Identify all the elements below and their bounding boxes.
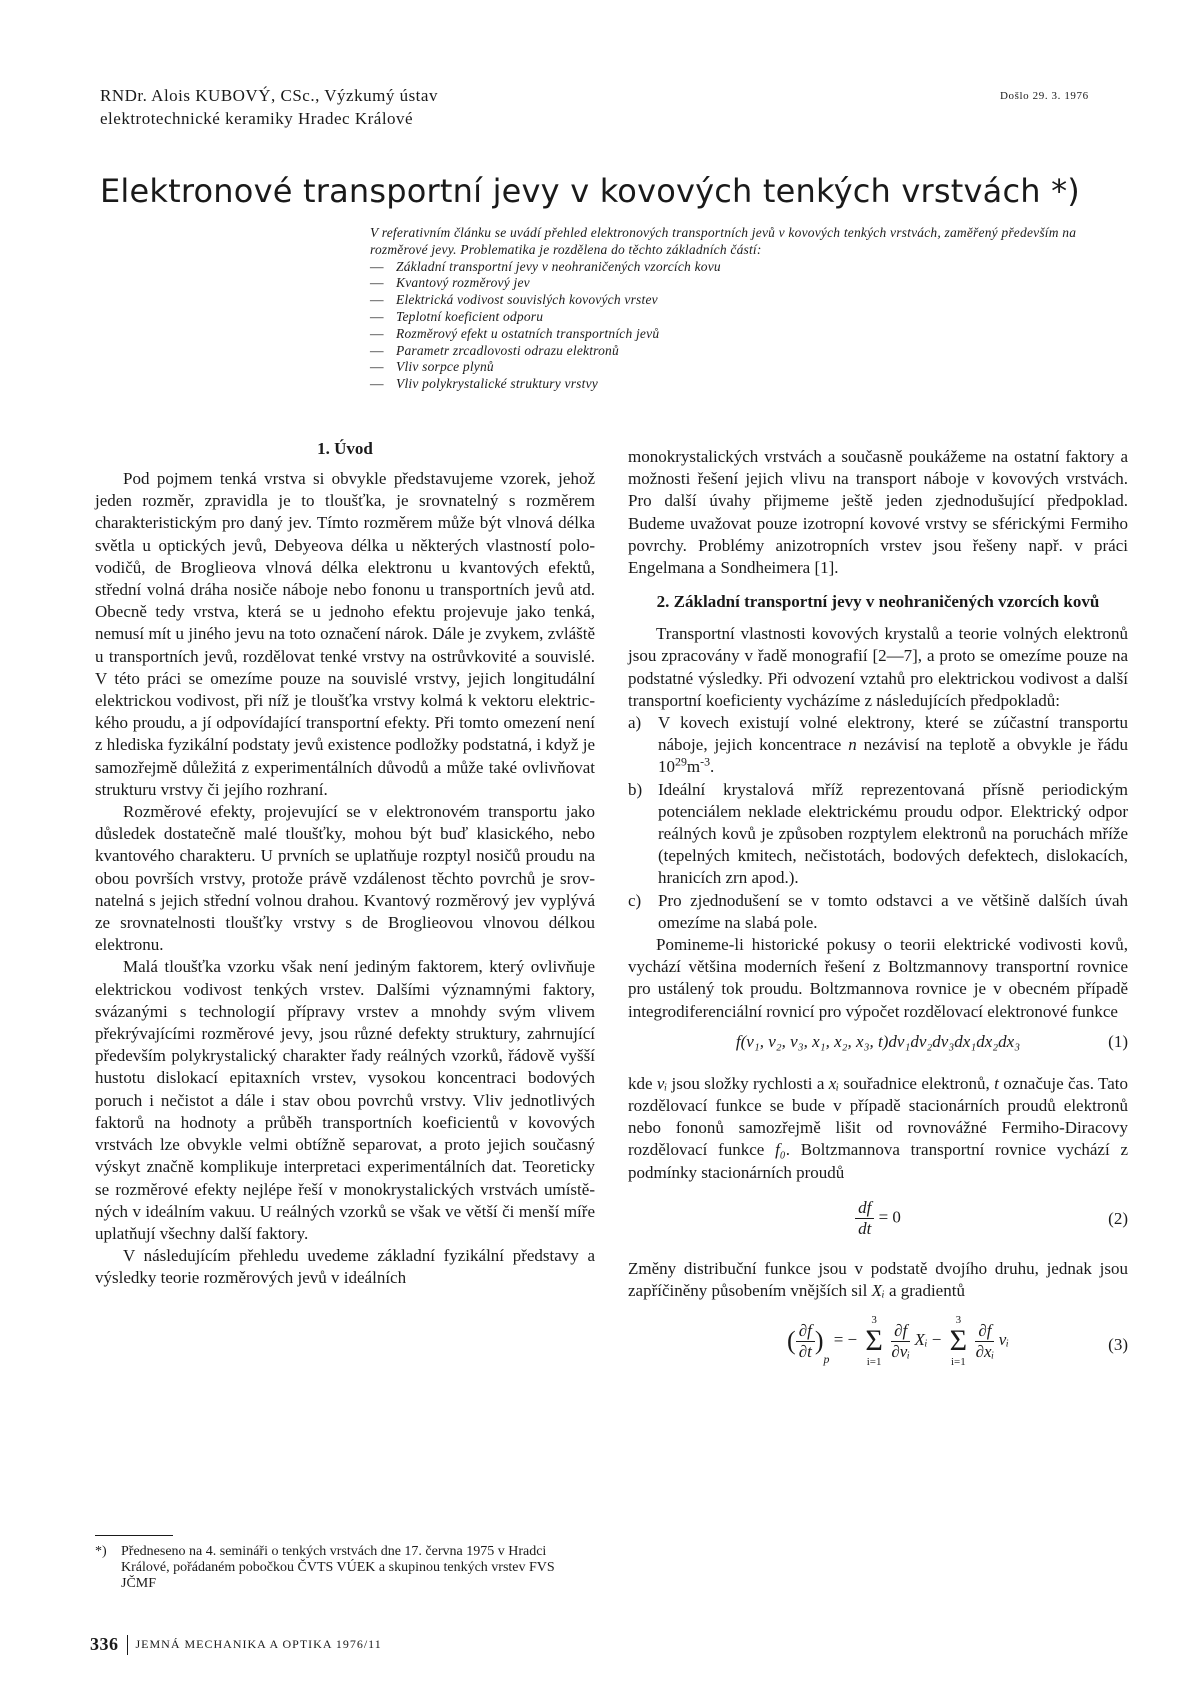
abstract-dash: — (370, 258, 384, 274)
page-number: 336 (90, 1634, 119, 1654)
summation-symbol: 3 Σ i=1 (865, 1314, 883, 1369)
abstract-item: — Základní transportní jevy v neohraničených vzorcích kovu (370, 258, 721, 274)
section-heading-basic-transport: 2. Základní transportní jevy v neohraničených vzorcích kovů (656, 592, 1100, 612)
paragraph: kde vᵢ jsou složky rychlosti a xᵢ souřadnice elektronů, t označuje čas. Tato rozdělovací funkce se bude v případě stacionárních proudů elektronů nebo fononů samozřejmě lišit od rovnovážné Fermiho-Diracovy rozdělovací funkce f₀. Boltzmannova transportní rovnice vychází z podmínky stacionárních proudů (628, 1073, 1128, 1182)
abstract-dash: — (370, 308, 384, 324)
abstract-item: — Vliv sorpce plynů (370, 359, 494, 375)
footer-divider (127, 1635, 128, 1655)
paragraph: Pomineme-li historické pokusy o teorii elektrické vodivosti kovů, vychází většina moderních řešení z Boltzmannovy transportní rovnice pro ustálený tok proudu. Boltzmannova rovnice je v obecném případě integrodiferenciální rovnicí pro výpočet rozdělovací elektronové funkce (628, 935, 1128, 1021)
received-date: Došlo 29. 3. 1976 (1000, 90, 1089, 102)
abstract-item: — Elektrická vodivost souvislých kovových vrstev (370, 292, 658, 308)
abstract-dash: — (370, 275, 384, 291)
paragraph: monokrystalických vrstvách a současně poukážeme na ostatní faktory a možnosti řešení jejich vlivu na transport náboje v kovových vrstvách. Pro další úvahy přijmeme ještě jeden zjednodušující předpoklad. Budeme uvažovat pouze izotropní kovové vrstvy se sférickými Fermiho povrchy. Problémy anizotropních vrstev jsou řešeny např. v práci Engelmana a Sondheimera [1]. (628, 447, 1128, 578)
equation-1-expression: f(v₁, v₂, v₃, x₁, x₂, x₃, t)dv₁dv₂dv₃dx₁dx₂dx₃ (735, 1031, 1021, 1051)
paragraph: Rozměrové efekty, projevující se v elektronovém transportu jako důsledek dostatečně malé tloušťky, mohou být buď klasického, nebo kvantového charakteru. U prvních se uplatňuje rozptyl nosičů proudu na obou površích vrstvy, protože právě vzdálenost těchto povrchů je srovnatelná s jejich střední volnou drahou. Kvantový rozměrový jev vyplývá ze srovnatelnosti tloušťky vrstvy s de Broglieovou vlnovou délkou elektronu. (95, 802, 595, 955)
footnote (95, 1544, 555, 1592)
equation-2: $\frac{df}{dt}$ = 0 (2) (628, 1194, 1128, 1244)
footnote-text: Předneseno na 4. semináři o tenkých vrstvách dne 17. června 1975 v Hradci Králové, pořádaném pobočkou ČVTS VÚEK a skupinou tenkých vrstev FVS JČMF (121, 1544, 555, 1591)
list-item: b) Ideální krystalová mříž reprezentovaná přísně periodickým potenciálem neklade elektrickému proudu odpor. Elektrický odpor reálných kovů je způsoben rozptylem elektronů na poruchách mříže (tepelných kmitech, nečistotách, bodových defektech, dislokacích, hranicích zrn apod.). (628, 779, 1128, 890)
paragraph: V následujícím přehledu uvedeme základní fyzikální představy a výsledky teorie rozměrových jevů v ideálních (95, 1246, 595, 1288)
left-column (95, 438, 595, 1290)
author-affiliation (100, 84, 700, 130)
paragraph: Transportní vlastnosti kovových krystalů a teorie volných elektronů jsou zpracovány v řadě monografií [2—7], a proto se omezíme pouze na podstatné výsledky. Při odvození vztahů pro elektrickou vodivost a další transportní koeficienty vycházíme z následujících předpokladů: (628, 624, 1128, 710)
journal-name: JEMNÁ MECHANIKA A OPTIKA 1976/11 (135, 1637, 382, 1651)
footnote-mark: *) (95, 1544, 107, 1559)
paragraph: Malá tloušťka vzorku však není jediným faktorem, který ovlivňuje elektrickou vodivost tenkých vrstev. Dalšími významnými faktory, svázanými s technologií přípravy vrstev a mnohdy svým vlivem překrývajícími rozměrové jevy, jsou různé defekty struktury, zahrnující především polykrystalický charakter řady reálných vzorků, řádově vyšší hustotu dislokací epitaxních vrstev, vysokou koncentraci bodových poruch i nečistot a dále i stav obou povrchů vrstvy. Vliv jednotlivých faktorů na hodnoty a průběh transportních koeficientů v kovových vrstvách lze obvykle velmi obtížně separovat, a proto jejich současný výskyt značně komplikuje interpretaci experimentálních dat. Teoreticky se rozměrové efekty nejlépe řeší v monokrystalických vrstvách umístěných v ideálním vakuu. U reálných vzorků se však ve větší či menší míře uplatňují všechny další faktory. (95, 957, 595, 1243)
equation-1 (628, 1031, 1128, 1065)
paragraph: Pod pojmem tenká vrstva si obvykle představujeme vzorek, jehož jeden rozměr, zpravidla je to tloušťka, je srovnatelný s rozměrem charakteristickým pro daný jev. Tímto rozměrem může být vlnová délka světla u optických jevů, Debyeova délka u některých vlastností polovodičů, de Broglieova vlnová délka elektronu u kvantových efektů, střední volná dráha nosiče náboje nebo fononu u transportních jevů atd. Obecně tedy vrstva, která se u jednoho efektu projevuje jako tenká, nemusí mít u jiného jevu na toto označení nárok. Dále je zvykem, zvláště u transportních jevů, rozdělovat tenké vrstvy na ostrůvkovité a souvislé. V této práci se omezíme pouze na souvislé vrstvy, jejich longitudální elektrickou vodivost, při níž je tloušťka vrstvy kolmá k vektoru elektrického proudu, a jí odpovídající transportní efekty. Při tomto omezení není z hlediska fyzikální podstaty jevů existence podložky podstatná, i když je samozřejmě důležitá z experimentálních důvodů a může také ovlivňovat strukturu vrstvy či jejího rozhraní. (95, 469, 595, 799)
abstract (370, 225, 1130, 393)
author-line-1: RNDr. Alois KUBOVÝ, CSc., Výzkumý ústav (100, 86, 438, 105)
article-title: Elektronové transportní jevy v kovových tenkých vrstvách *) (100, 172, 1080, 211)
list-item: a) V kovech existují volné elektrony, které se zúčastní transportu náboje, jejich koncentrace n nezávisí na teplotě a obvykle je řádu $10^{29}m^{-3}$. (628, 712, 1128, 779)
abstract-dash: — (370, 292, 384, 308)
abstract-item: — Teplotní koeficient odporu (370, 308, 544, 324)
list-marker: c) (628, 890, 642, 910)
abstract-item: — Rozměrový efekt u ostatních transportních jevů (370, 325, 660, 341)
equation-2-number: (2) (1108, 1208, 1128, 1228)
equation-3: ( $\frac{\partial f}{\partial t}$ )$_p$ = − 3 Σ i=1 $\frac{\partial f}{\text{∂vᵢ}}$ Xᵢ − 3 Σ i=1 $\frac{\partial f}{\text{∂xᵢ}}$ vᵢ (3) (787, 1314, 1128, 1369)
section-heading-intro: 1. Úvod (317, 439, 373, 458)
abstract-intro: V referativním článku se uvádí přehled elektronových transportních jevů v kovových tenkých vrstvách, zaměřený především na rozměrové jevy. Problematika je rozdělena do těchto základních částí: (370, 225, 1077, 257)
summation-symbol: 3 Σ i=1 (949, 1314, 968, 1369)
abstract-dash: — (370, 325, 384, 341)
abstract-dash: — (370, 359, 384, 375)
abstract-item: — Vliv polykrystalické struktury vrstvy (370, 376, 598, 392)
paragraph: Změny distribuční funkce jsou v podstatě dvojího druhu, jednak jsou zapříčiněny působením vnějších sil Xᵢ a gradientů (628, 1258, 1128, 1301)
page-footer (90, 1634, 382, 1655)
abstract-item: — Kvantový rozměrový jev (370, 275, 530, 291)
author-line-2: elektrotechnické keramiky Hradec Králové (100, 109, 414, 128)
abstract-item: — Parametr zrcadlovosti odrazu elektronů (370, 342, 619, 358)
list-item: c) Pro zjednodušení se v tomto odstavci a ve většině dalších úvah omezíme na slabá pole. (628, 890, 1128, 934)
footnote-rule (95, 1535, 173, 1536)
equation-1-number: (1) (1108, 1031, 1128, 1051)
abstract-dash: — (370, 342, 384, 358)
abstract-dash: — (370, 376, 384, 392)
derivative-fraction: $\frac{df}{dt}$ (855, 1198, 874, 1239)
list-marker: b) (628, 779, 643, 799)
equation-3-number: (3) (1108, 1335, 1128, 1355)
list-marker: a) (628, 713, 642, 733)
right-column (628, 446, 1128, 1390)
